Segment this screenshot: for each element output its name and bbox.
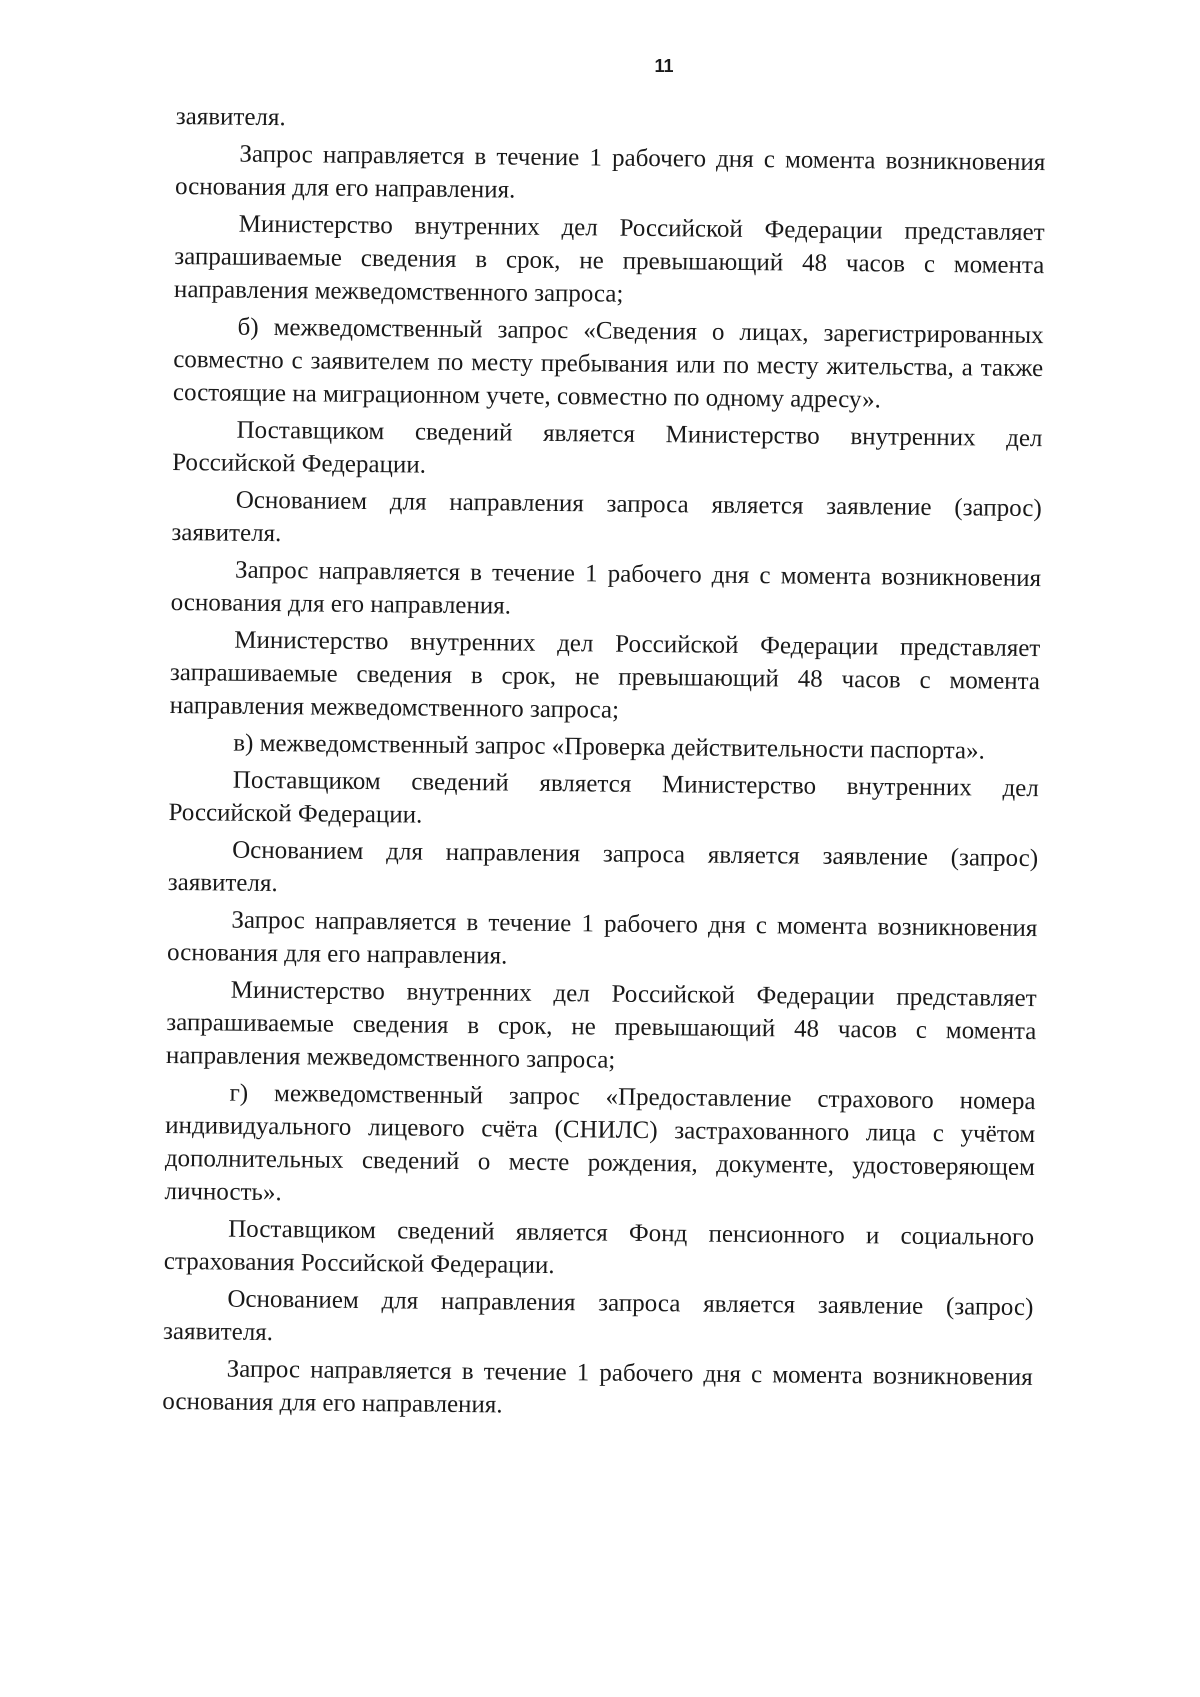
paragraph: Министерство внутренних дел Российской Федерации представляет запрашиваемые сведения в срок, не превышающий 48 часов с момента направления межведомственного запроса; — [165, 976, 1037, 1074]
paragraph: Основанием для направления запроса является заявление (запрос) заявителя. — [171, 486, 1042, 548]
paragraph: в) межведомственный запрос «Проверка действительности паспорта». — [233, 729, 985, 765]
paragraph: Поставщиком сведений является Фонд пенсионного и социального страхования Российской Федерации. — [163, 1215, 1035, 1280]
paragraph: Поставщиком сведений является Министерство внутренних дел Российской Федерации. — [168, 766, 1039, 829]
paragraph: Запрос направляется в течение 1 рабочего дня с момента возникновения основания для его направления. — [174, 140, 1046, 204]
paragraph: Поставщиком сведений является Министерство внутренних дел Российской Федерации. — [172, 416, 1043, 479]
paragraph: б) межведомственный запрос «Сведения о лицах, зарегистрированных совместно с заявителем по месту пребывания или по месту жительства, а также состоящие на миграционном учете, совместно по одному адресу». — [172, 313, 1044, 414]
document-body — [162, 100, 1046, 1431]
paragraph: Запрос направляется в течение 1 рабочего дня с момента возникновения основания для его направления. — [166, 906, 1038, 970]
paragraph: Министерство внутренних дел Российской Федерации представляет запрашиваемые сведения в срок, не превышающий 48 часов с момента направления межведомственного запроса; — [173, 210, 1045, 308]
paragraph: Основанием для направления запроса является заявление (запрос) заявителя. — [162, 1285, 1034, 1347]
paragraph: Запрос направляется в течение 1 рабочего дня с момента возникновения основания для его направления. — [162, 1355, 1033, 1419]
paragraph: Министерство внутренних дел Российской Федерации представляет запрашиваемые сведения в срок, не превышающий 48 часов с момента направления межведомственного запроса; — [169, 626, 1041, 724]
page-number: 11 — [654, 56, 674, 76]
paragraph: г) межведомственный запрос «Предоставление страхового номера индивидуального лицевого счёта (СНИЛС) застрахованного лица с учётом дополнительных сведений о месте рождения, документе, удостоверяющем личность». — [164, 1079, 1036, 1207]
paragraph: Запрос направляется в течение 1 рабочего дня с момента возникновения основания для его направления. — [170, 556, 1042, 620]
paragraph: заявителя. — [175, 102, 286, 132]
paragraph: Основанием для направления запроса является заявление (запрос) заявителя. — [167, 836, 1039, 898]
